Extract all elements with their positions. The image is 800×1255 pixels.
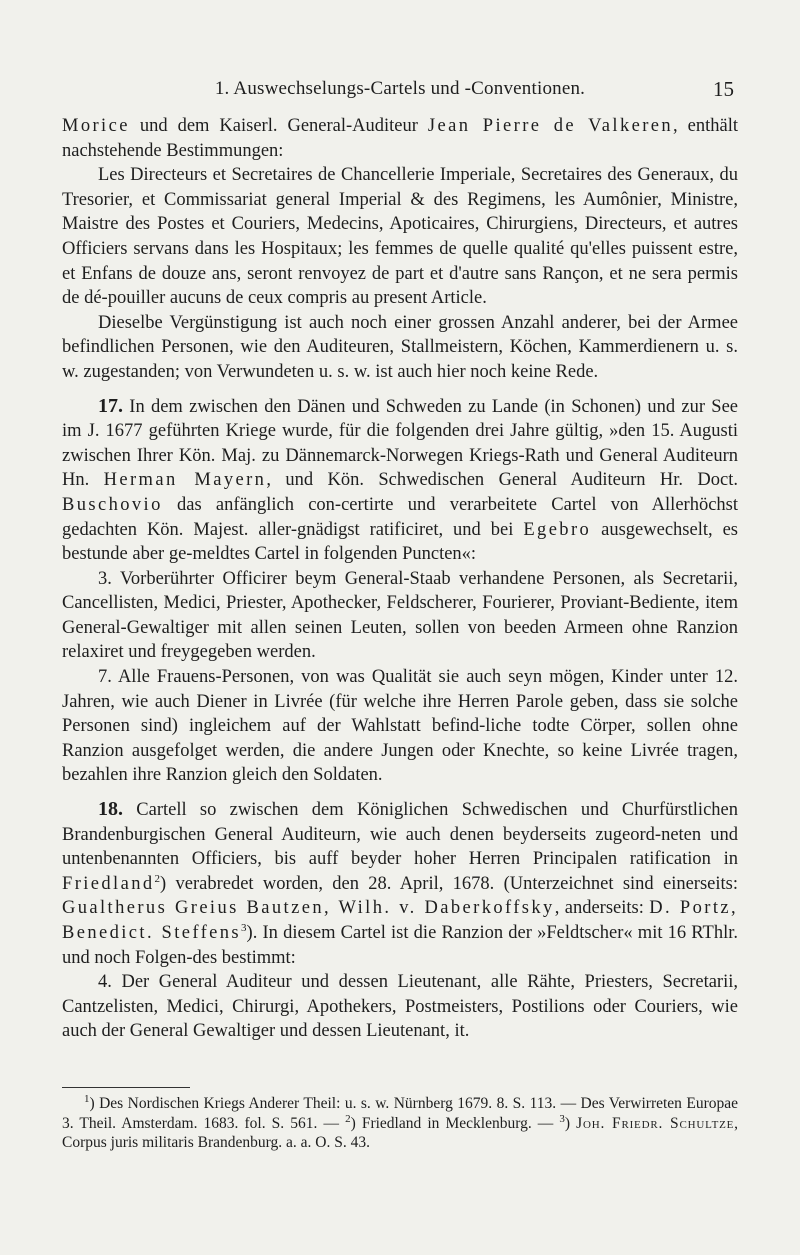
person-name: Jean Pierre de Valkeren (427, 116, 674, 136)
footnotes (62, 1094, 738, 1153)
footnote-text: ) Friedland in Mecklenburg. — (350, 1114, 560, 1132)
running-title: 1. Auswechselungs-Cartels und -Conventionen. (214, 78, 586, 99)
footnote-mark: 2 (345, 1112, 351, 1125)
place-name: Egebro (523, 519, 592, 540)
text-run: ausgewechselt, es bestunde aber ge-meldtes Cartel in folgenden Puncten«: (62, 519, 738, 565)
main-text (62, 114, 738, 1044)
footnote-ref: 3 (241, 921, 247, 934)
intro-paragraph-2: Les Directeurs et Secretaires de Chancellerie Imperiale, Secretaires des Generaux, du Tresorier, et Commissariat general Imperial & des Regimens, les Aumônier, Ministre, Maistre des Postes et Couriers, Medecins, Apoticaires, Chirurgiens, Directeurs, et autres Officiers servans dans les Hospitaux; les femmes de quelle qualité qu'elles puissent estre, et Enfans de douze ans, seront renvoyez de part et d'autre sans Rançon, et ne sera permis de dé-pouiller aucuns de ceux compris au present Article. (62, 165, 738, 309)
section-17-item-3: 3. Vorberührter Officirer beym General-Staab verhandene Personen, als Secretarii, Cancellisten, Medici, Priester, Apothecker, Feldscherer, Fourierer, Proviant-Bediente, item General-Gewaltiger mit allen seinen Leuten, sollen von beeden Armeen ohne Ranzion relaxiret und freygegeben werden. (62, 568, 738, 663)
text-run: das anfänglich con-certirte und verarbeitete Cartel von Allerhöchst gedachten Kön. Majest. aller-gnädigst ratificiret, und bei (62, 494, 738, 540)
text-run: , enthält nachstehende Bestimmungen: (62, 116, 738, 161)
place-name: Friedland (62, 873, 155, 894)
section-17-item-7: 7. Alle Frauens-Personen, von was Qualität sie auch seyn mögen, Kinder unter 12. Jahren, wie auch Diener in Livrée (für welche ihre Herren Parole geben, dass sie solche Personen sind) ingleichem auf der Wahlstatt befind-liche todte Cörper, sollen ohne Ranzion ausgefolget werden, die andere Jungen oder Knechte, so keine Livrée tragen, bezahlen ihre Ranzion gleich den Soldaten. (62, 667, 738, 786)
section-18-item-4: 4. Der General Auditeur und dessen Lieutenant, alle Rähte, Priesters, Secretarii, Cantzelisten, Medici, Chirurgi, Apothekers, Postmeisters, Postilions oder Couriers, wie auch der General Gewaltiger und dessen Lieutenant, it. (62, 972, 738, 1042)
text-run: und dem Kaiserl. General-Auditeur (129, 116, 428, 136)
text-run: , anderseits: (554, 898, 650, 919)
footnote-mark: 1 (84, 1092, 90, 1105)
signatories-2: D. Portz, Benedict. Steffens (62, 898, 738, 943)
running-header (62, 78, 738, 104)
text-run: Cartell so zwischen dem Königlichen Schwedischen und Churfürstlichen Brandenburgischen General Auditeurn, wie auch denen beyderseits zugeord-neten und untenbenannten Officiers, bis auff beyder hoher Herren Principalen ratification in (62, 800, 738, 870)
footnote-text: ) (564, 1114, 577, 1132)
text-run: In dem zwischen den Dänen und Schweden zu Lande (in Schonen) und zur See im J. 1677 geführten Kriege wurde, für die folgenden drei Jahre gültig, »den 15. Augusti zwischen Ihrer Kön. Maj. zu Dännemarck-Norwegen Kriegs-Rath und General Auditeurn Hn. (62, 396, 738, 491)
intro-paragraph-3: Dieselbe Vergünstigung ist auch noch einer grossen Anzahl anderer, bei der Armee befindlichen Personen, wie den Auditeuren, Stallmeistern, Köchen, Kammerdienern u. s. w. zugestanden; von Verwundeten u. s. w. ist auch hier noch keine Rede. (62, 312, 738, 382)
section-number: 17. (98, 394, 123, 417)
section-number: 18. (98, 798, 123, 821)
footnote-ref: 2 (154, 872, 161, 885)
person-name: Buschovio (62, 494, 163, 515)
person-name: Morice (62, 116, 130, 136)
intro-paragraph-1 (62, 114, 738, 163)
footnote-divider (62, 1087, 190, 1088)
section-18-paragraph (62, 797, 738, 970)
section-17-paragraph (62, 394, 738, 567)
text-run: ). In diesem Cartel ist die Ranzion der »Feldtscher« mit 16 RThlr. und noch Folgen-des bestimmt: (62, 923, 738, 968)
page-number: 15 (713, 77, 734, 101)
text-run: , und Kön. Schwedischen General Auditeurn Hr. Doct. (266, 470, 738, 491)
text-run: ) verabredet worden, den 28. April, 1678. (Unterzeichnet sind einerseits: (160, 873, 738, 894)
footnote-text: , Corpus juris militaris Brandenburg. a. a. O. S. 43. (62, 1114, 739, 1152)
footnote-mark: 3 (559, 1112, 565, 1125)
footnote-block (62, 1094, 738, 1153)
footnote-author: Joh. Friedr. Schultze (576, 1114, 735, 1132)
signatories-1: Gualtherus Greius Bautzen, Wilh. v. Daberkoffsky (62, 898, 555, 919)
footnote-text: ) Des Nordischen Kriegs Anderer Theil: u. s. w. Nürnberg 1679. 8. S. 113. — Des Verwirreten Europae 3. Theil. Amsterdam. 1683. fol. S. 561. — (62, 1095, 738, 1132)
person-name: Herman Mayern (103, 470, 267, 491)
